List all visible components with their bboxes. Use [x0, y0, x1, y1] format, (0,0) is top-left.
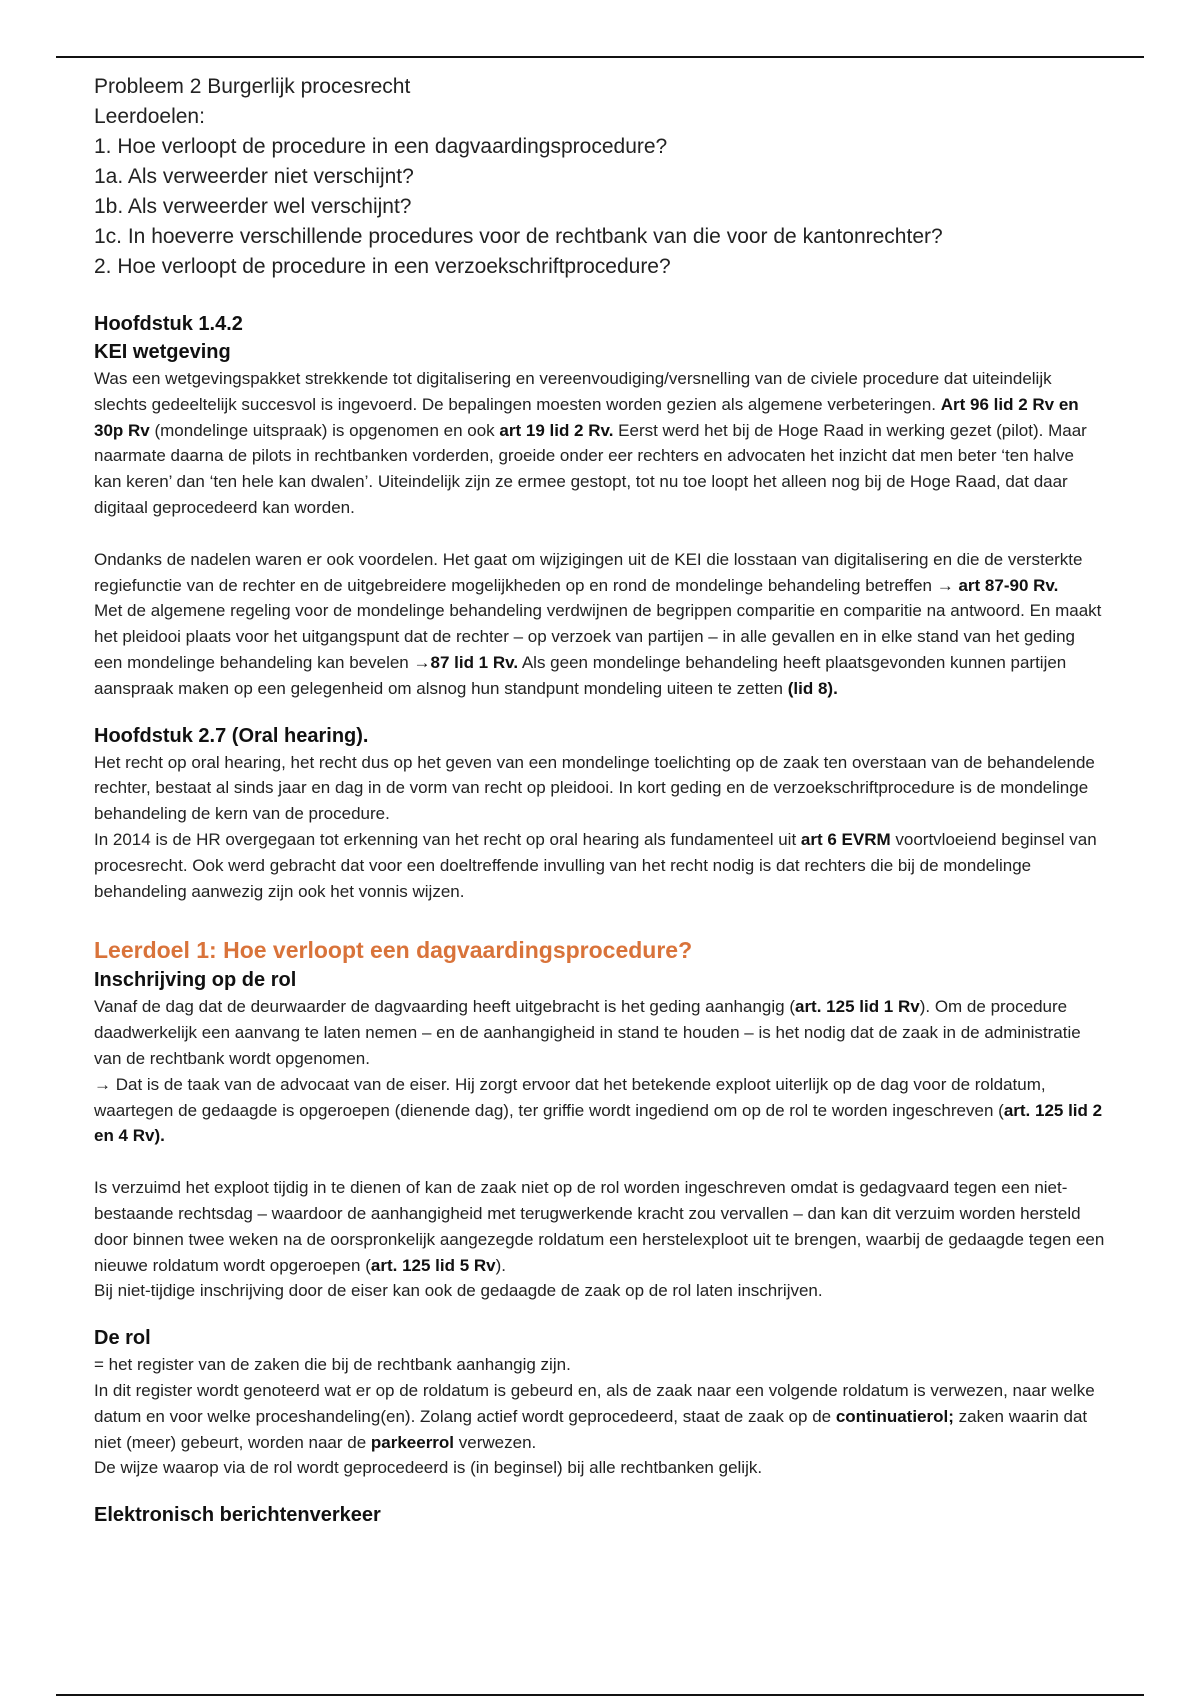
section-subheading-kei: KEI wetgeving — [94, 341, 231, 363]
oral-hearing-section — [94, 750, 1106, 905]
section-heading-1-4-2: Hoofdstuk 1.4.2 — [94, 313, 243, 335]
kei-paragraph-3: Met de algemene regeling voor de mondelinge behandeling verdwijnen de begrippen comparitie en comparitie na antwoord. En maakt het pleidooi plaats voor het uitgangspunt dat de rechter – op verzoek van partijen – in alle gevallen en in elke stand van het geding een mondelinge behandeling kan bevelen →87 lid 1 Rv. Als geen mondelinge behandeling heeft plaatsgevonden kunnen partijen aanspraak maken op een gelegenheid om alsnog hun standpunt mondeling uiteen te zetten (lid 8). — [94, 601, 1102, 698]
inschrijving-paragraph-2: → Dat is de taak van de advocaat van de eiser. Hij zorgt ervoor dat het betekende exploot uiterlijk op de dag voor de roldatum, waartegen de gedaagde is opgeroepen (dienende dag), ter griffie wordt ingediend om op de rol te worden ingeschreven (art. 125 lid 2 en 4 Rv). — [94, 1074, 1103, 1146]
intro-item-1: 1. Hoe verloopt de procedure in een dagvaardingsprocedure? — [94, 135, 668, 158]
document-page — [94, 72, 1106, 1529]
inschrijving-paragraph-4: Bij niet-tijdige inschrijving door de eiser kan ook de gedaagde de zaak op de rol laten inschrijven. — [94, 1281, 823, 1301]
intro-item-1b: 1b. Als verweerder wel verschijnt? — [94, 195, 412, 218]
intro-leerdoelen: Leerdoelen: — [94, 105, 205, 128]
section-heading-inschrijving: Inschrijving op de rol — [94, 969, 297, 992]
intro-item-2: 2. Hoe verloopt de procedure in een verzoekschriftprocedure? — [94, 255, 671, 278]
oral-paragraph-2: In 2014 is de HR overgegaan tot erkenning van het recht op oral hearing als fundamenteel uit art 6 EVRM voortvloeiend beginsel van procesrecht. Ook werd gebracht dat voor een doeltreffende invulling van het recht nodig is dat rechters die bij de mondelinge behandeling aanwezig zijn ook het vonnis wijzen. — [94, 829, 1097, 901]
kei-section — [94, 366, 1106, 702]
intro-title: Probleem 2 Burgerlijk procesrecht — [94, 75, 411, 98]
inschrijving-section — [94, 994, 1106, 1304]
top-rule — [56, 56, 1144, 58]
rol-paragraph-1: = het register van de zaken die bij de rechtbank aanhangig zijn. — [94, 1355, 571, 1375]
inschrijving-paragraph-1: Vanaf de dag dat de deurwaarder de dagvaarding heeft uitgebracht is het geding aanhangig (art. 125 lid 1 Rv). Om de procedure daadwerkelijk een aanvang te laten nemen – en de aanhangigheid in stand te houden – is het nodig dat de zaak in de administratie van de rechtbank wordt opgenomen. — [94, 997, 1081, 1068]
rol-paragraph-3: De wijze waarop via de rol wordt geprocedeerd is (in beginsel) bij alle rechtbanken gelijk. — [94, 1458, 763, 1478]
oral-paragraph-1: Het recht op oral hearing, het recht dus op het geven van een mondelinge toelichting op de zaak ten overstaan van de behandelende rechter, bestaat al sinds jaar en dag in de vorm van recht op pleidooi. In kort geding en de verzoekschriftprocedure is de mondelinge behandeling de kern van de procedure. — [94, 752, 1095, 824]
bottom-rule — [56, 1694, 1144, 1696]
leerdoel-1-title: Leerdoel 1: Hoe verloopt een dagvaardingsprocedure? — [94, 937, 693, 964]
kei-paragraph-2: Ondanks de nadelen waren er ook voordelen. Het gaat om wijzigingen uit de KEI die losstaan van digitalisering en die de versterkte regiefunctie van de rechter en de uitgebreidere mogelijkheden op en rond de mondelinge behandeling betreffen → art 87-90 Rv. — [94, 549, 1083, 595]
intro-block — [94, 72, 1106, 282]
section-heading-2-7: Hoofdstuk 2.7 (Oral hearing). — [94, 724, 369, 747]
de-rol-section — [94, 1352, 1106, 1481]
rol-paragraph-2: In dit register wordt genoteerd wat er op de roldatum is gebeurd en, als de zaak naar een volgende roldatum is verwezen, naar welke datum en voor welke proceshandeling(en). Zolang actief wordt geprocedeerd, staat de zaak op de continuatierol; zaken waarin dat niet (meer) gebeurt, worden naar de parkeerrol verwezen. — [94, 1380, 1095, 1452]
section-heading-de-rol: De rol — [94, 1327, 151, 1350]
intro-item-1a: 1a. Als verweerder niet verschijnt? — [94, 165, 414, 188]
kei-paragraph-1: Was een wetgevingspakket strekkende tot digitalisering en vereenvoudiging/versnelling van de civiele procedure dat uiteindelijk slechts gedeeltelijk succesvol is ingevoerd. De bepalingen moesten worden gezien als algemene verbeteringen. Art 96 lid 2 Rv en 30p Rv (mondelinge uitspraak) is opgenomen en ook art 19 lid 2 Rv. Eerst werd het bij de Hoge Raad in werking gezet (pilot). Maar naarmate daarna de pilots in rechtbanken vorderden, groeide onder eer rechters en advocaten het inzicht dat men beter ‘ten halve kan keren’ dan ‘ten hele kan dwalen’. Uiteindelijk zijn ze ermee gestopt, tot nu toe loopt het alleen nog bij de Hoge Raad, dat daar digitaal geprocedeerd kan worden. — [94, 369, 1087, 517]
inschrijving-paragraph-3: Is verzuimd het exploot tijdig in te dienen of kan de zaak niet op de rol worden ingeschreven omdat is gedagvaard tegen een niet-bestaande rechtsdag – waardoor de aanhangigheid met terugwerkende kracht zou vervallen – dan kan dit verzuim worden hersteld door binnen twee weken na de oorspronkelijk aangezegde roldatum een herstelexploot uit te brengen, waarbij de gedaagde tegen een nieuwe roldatum wordt opgeroepen (art. 125 lid 5 Rv). — [94, 1178, 1105, 1275]
section-heading-elektronisch: Elektronisch berichtenverkeer — [94, 1504, 381, 1527]
intro-item-1c: 1c. In hoeverre verschillende procedures voor de rechtbank van die voor de kantonrechter? — [94, 225, 943, 248]
